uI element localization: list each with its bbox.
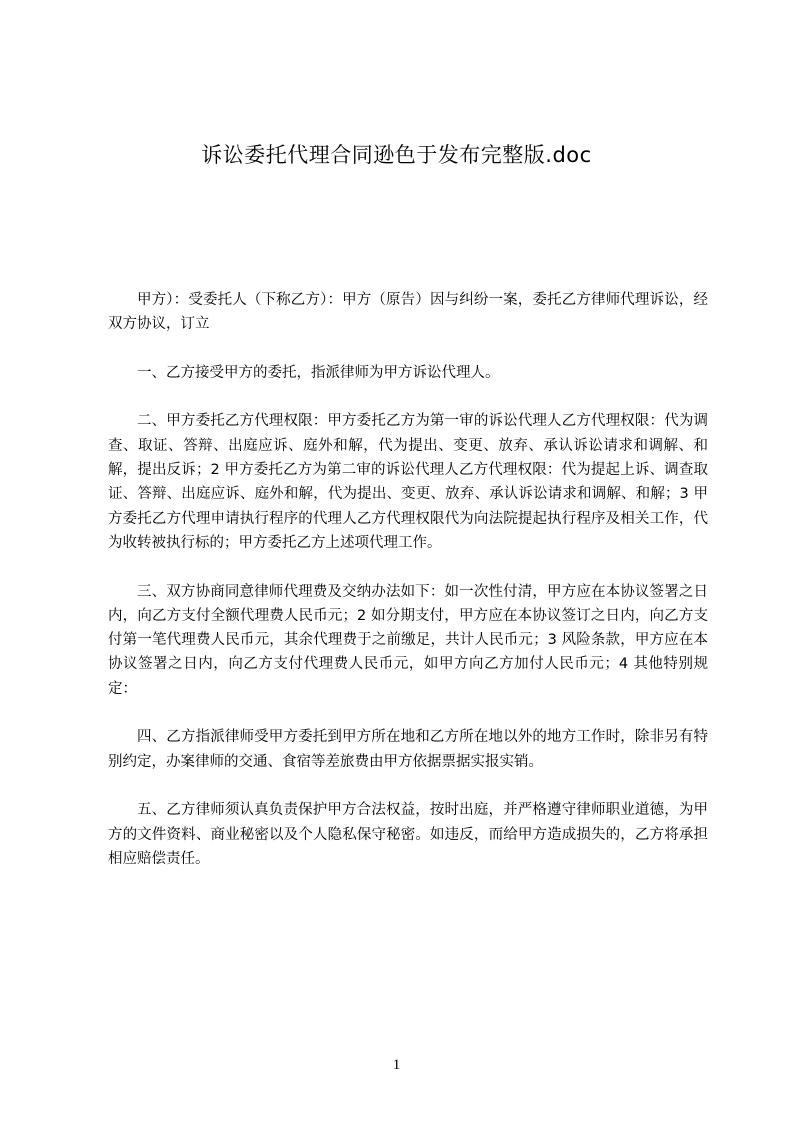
paragraph-clause-2: 二、甲方委托乙方代理权限：甲方委托乙方为第一审的诉讼代理人乙方代理权限：代为调查、取证、答辩、出庭应诉、庭外和解，代为提出、变更、放弃、承认诉讼请求和调解、和解，提出反诉；2 甲方委托乙方为第二审的诉讼代理人乙方代理权限：代为提起上诉、调查取证、答辩、出庭应诉、庭外和解，代为提出、变更、放弃、承认诉讼请求和调解、和解；3 甲方委托乙方代理申请执行程序的代理人乙方代理权限代为向法院提起执行程序及相关工作，代为收转被执行标的；甲方委托乙方上述项代理工作。 xyxy=(108,413,708,551)
paragraph-clause-1: 一、乙方接受甲方的委托，指派律师为甲方诉讼代理人。 xyxy=(137,364,500,381)
document-title: 诉讼委托代理合同逊色于发布完整版.doc xyxy=(201,143,592,167)
paragraph-clause-3: 三、双方协商同意律师代理费及交纳办法如下：如一次性付清，甲方应在本协议签署之日内，向乙方支付全额代理费人民币元；2 如分期支付，甲方应在本协议签订之日内，向乙方支付第一笔代理费人民币元，其余代理费于之前缴足，共计人民币元；3 风险条款，甲方应在本协议签署之日内，向乙方支付代理费人民币元，如甲方向乙方加付人民币元；4 其他特别规定： xyxy=(108,583,708,697)
paragraph-clause-5: 五、乙方律师须认真负责保护甲方合法权益，按时出庭，并严格遵守律师职业道德，为甲方的文件资料、商业秘密以及个人隐私保守秘密。如违反，而给甲方造成损失的，乙方将承担相应赔偿责任。 xyxy=(108,802,708,867)
document-body xyxy=(108,288,708,895)
paragraph-intro: 甲方）：受委托人（下称乙方）：甲方（原告）因与纠纷一案，委托乙方律师代理诉讼，经双方协议，订立 xyxy=(108,292,708,333)
paragraph-clause-4: 四、乙方指派律师受甲方委托到甲方所在地和乙方所在地以外的地方工作时，除非另有特别约定，办案律师的交通、食宿等差旅费由甲方依据票据实报实销。 xyxy=(108,729,708,770)
page-number: 1 xyxy=(392,1057,401,1073)
